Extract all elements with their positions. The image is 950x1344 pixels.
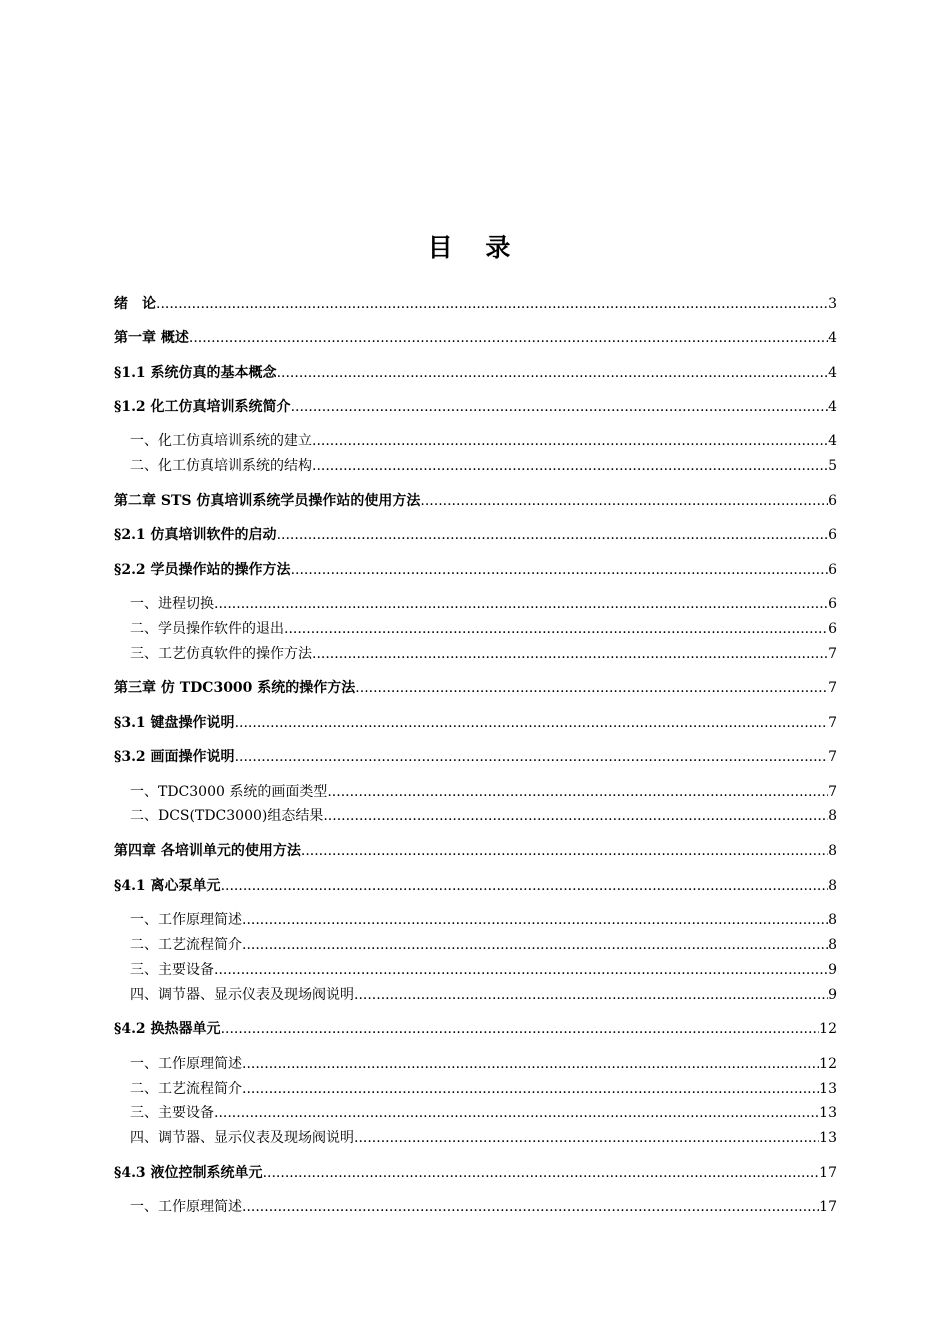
toc-entry[interactable]: [114, 431, 837, 451]
toc-leader-dots: [214, 960, 828, 980]
toc-entry-title: §1.2 化工仿真培训系统简介: [114, 399, 291, 415]
toc-entry-title: 四、调节器、显示仪表及现场阀说明: [130, 1130, 354, 1146]
toc-entry-title: 三、工艺仿真软件的操作方法: [130, 646, 312, 662]
toc-entry[interactable]: [114, 619, 837, 639]
toc-leader-dots: [242, 1054, 819, 1074]
toc-entry-title: 四、调节器、显示仪表及现场阀说明: [130, 987, 354, 1003]
toc-entry[interactable]: [114, 525, 837, 545]
toc-entry[interactable]: [114, 1019, 837, 1039]
toc-entry[interactable]: [114, 1103, 837, 1123]
toc-entry-title: §3.2 画面操作说明: [114, 749, 235, 765]
toc-page-number: 13: [819, 1130, 837, 1146]
toc-page-number: 7: [828, 749, 837, 765]
toc-page-number: 8: [828, 912, 837, 928]
toc-entry-title: 二、工艺流程简介: [130, 937, 242, 953]
toc-leader-dots: [277, 525, 829, 545]
toc-entry[interactable]: [114, 294, 837, 314]
toc-entry[interactable]: [114, 713, 837, 733]
toc-entry-title: §1.1 系统仿真的基本概念: [114, 365, 277, 381]
toc-leader-dots: [235, 713, 829, 733]
toc-page-number: 4: [828, 330, 837, 346]
toc-leader-dots: [312, 644, 828, 664]
toc-leader-dots: [312, 431, 828, 451]
toc-page-number: 7: [828, 715, 837, 731]
toc-leader-dots: [291, 560, 829, 580]
toc-leader-dots: [355, 678, 828, 698]
toc-entry[interactable]: [114, 328, 837, 348]
toc-entry[interactable]: [114, 985, 837, 1005]
toc-entry[interactable]: [114, 363, 837, 383]
toc-entry[interactable]: [114, 935, 837, 955]
toc-entry[interactable]: [114, 876, 837, 896]
toc-page-number: 3: [828, 296, 837, 312]
toc-entry-title: §4.3 液位控制系统单元: [114, 1165, 263, 1181]
toc-page-number: 17: [819, 1165, 837, 1181]
toc-leader-dots: [242, 1079, 819, 1099]
toc-entry[interactable]: [114, 491, 837, 511]
toc-entry-title: §3.1 键盘操作说明: [114, 715, 235, 731]
toc-leader-dots: [323, 806, 828, 826]
toc-entry-title: §2.2 学员操作站的操作方法: [114, 562, 291, 578]
toc-entry[interactable]: [114, 1079, 837, 1099]
toc-entry[interactable]: [114, 397, 837, 417]
toc-page-number: 13: [819, 1105, 837, 1121]
toc-entry-title: 一、工作原理简述: [130, 1199, 242, 1215]
toc-leader-dots: [420, 491, 828, 511]
toc-entry[interactable]: [114, 841, 837, 861]
toc-entry-title: 三、主要设备: [130, 1105, 214, 1121]
toc-page-number: 6: [828, 493, 837, 509]
toc-page-number: 5: [828, 458, 837, 474]
toc-page-number: 6: [828, 621, 837, 637]
toc-leader-dots: [354, 1128, 819, 1148]
toc-leader-dots: [242, 935, 828, 955]
toc-page-number: 4: [828, 433, 837, 449]
toc-entry-title: 二、DCS(TDC3000)组态结果: [130, 808, 324, 824]
toc-entry-title: 三、主要设备: [130, 962, 214, 978]
page-title: 目 录: [427, 233, 523, 262]
toc-entry[interactable]: [114, 960, 837, 980]
toc-entry-title: 一、化工仿真培训系统的建立: [130, 433, 312, 449]
toc-leader-dots: [277, 363, 829, 383]
toc-entry-title: 第一章 概述: [114, 330, 189, 346]
toc-entry-title: 二、工艺流程简介: [130, 1081, 242, 1097]
toc-leader-dots: [301, 841, 828, 861]
toc-entry-title: §2.1 仿真培训软件的启动: [114, 527, 277, 543]
toc-entry[interactable]: [114, 806, 837, 826]
toc-page-number: 6: [828, 527, 837, 543]
toc-entry[interactable]: [114, 747, 837, 767]
toc-page-number: 12: [819, 1056, 837, 1072]
toc-entry[interactable]: [114, 644, 837, 664]
toc-entry-title: 一、工作原理简述: [130, 912, 242, 928]
toc-leader-dots: [312, 456, 828, 476]
toc-entry[interactable]: [114, 1128, 837, 1148]
toc-page-number: 8: [828, 878, 837, 894]
toc-leader-dots: [235, 747, 829, 767]
toc-entry-title: 二、学员操作软件的退出: [130, 621, 284, 637]
toc-entry-title: 第四章 各培训单元的使用方法: [114, 843, 301, 859]
toc-entry-title: 一、TDC3000 系统的画面类型: [130, 784, 328, 800]
toc-leader-dots: [214, 594, 828, 614]
toc-page-number: 8: [828, 808, 837, 824]
toc-entry[interactable]: [114, 560, 837, 580]
toc-entry-title: §4.2 换热器单元: [114, 1021, 221, 1037]
toc-page-number: 17: [819, 1199, 837, 1215]
toc-page-number: 8: [828, 843, 837, 859]
toc-leader-dots: [263, 1163, 820, 1183]
toc-entry-title: §4.1 离心泵单元: [114, 878, 221, 894]
toc-entry[interactable]: [114, 1197, 837, 1217]
toc-entry-title: 第二章 STS 仿真培训系统学员操作站的使用方法: [114, 493, 421, 509]
toc-page-number: 7: [828, 680, 837, 696]
toc-leader-dots: [214, 1103, 819, 1123]
toc-entry[interactable]: [114, 678, 837, 698]
toc-leader-dots: [221, 1019, 820, 1039]
toc-leader-dots: [291, 397, 829, 417]
toc-page-number: 9: [828, 962, 837, 978]
toc-entry-title: 第三章 仿 TDC3000 系统的操作方法: [114, 680, 356, 696]
toc-leader-dots: [354, 985, 828, 1005]
toc-leader-dots: [242, 1197, 819, 1217]
toc-page-number: 8: [828, 937, 837, 953]
toc-entry-title: 一、进程切换: [130, 596, 214, 612]
toc-entry-title: 绪 论: [114, 296, 156, 312]
toc-entry-title: 一、工作原理简述: [130, 1056, 242, 1072]
toc-entry[interactable]: [114, 1054, 837, 1074]
toc-entry-title: 二、化工仿真培训系统的结构: [130, 458, 312, 474]
toc-page-number: 4: [828, 365, 837, 381]
toc-entry[interactable]: [114, 594, 837, 614]
toc-leader-dots: [156, 294, 828, 314]
toc-page-number: 6: [828, 562, 837, 578]
toc-entry[interactable]: [114, 1163, 837, 1183]
toc-leader-dots: [242, 910, 828, 930]
toc-page-number: 9: [828, 987, 837, 1003]
toc-entry[interactable]: [114, 456, 837, 476]
toc-page-number: 7: [828, 784, 837, 800]
toc-leader-dots: [221, 876, 829, 896]
toc-leader-dots: [327, 782, 828, 802]
toc-page-number: 13: [819, 1081, 837, 1097]
toc-entry[interactable]: [114, 910, 837, 930]
toc-entry[interactable]: [114, 782, 837, 802]
toc-page-number: 7: [828, 646, 837, 662]
toc-leader-dots: [189, 328, 828, 348]
toc-page-number: 4: [828, 399, 837, 415]
toc-page-number: 6: [828, 596, 837, 612]
toc-page-number: 12: [819, 1021, 837, 1037]
toc-leader-dots: [284, 619, 828, 639]
